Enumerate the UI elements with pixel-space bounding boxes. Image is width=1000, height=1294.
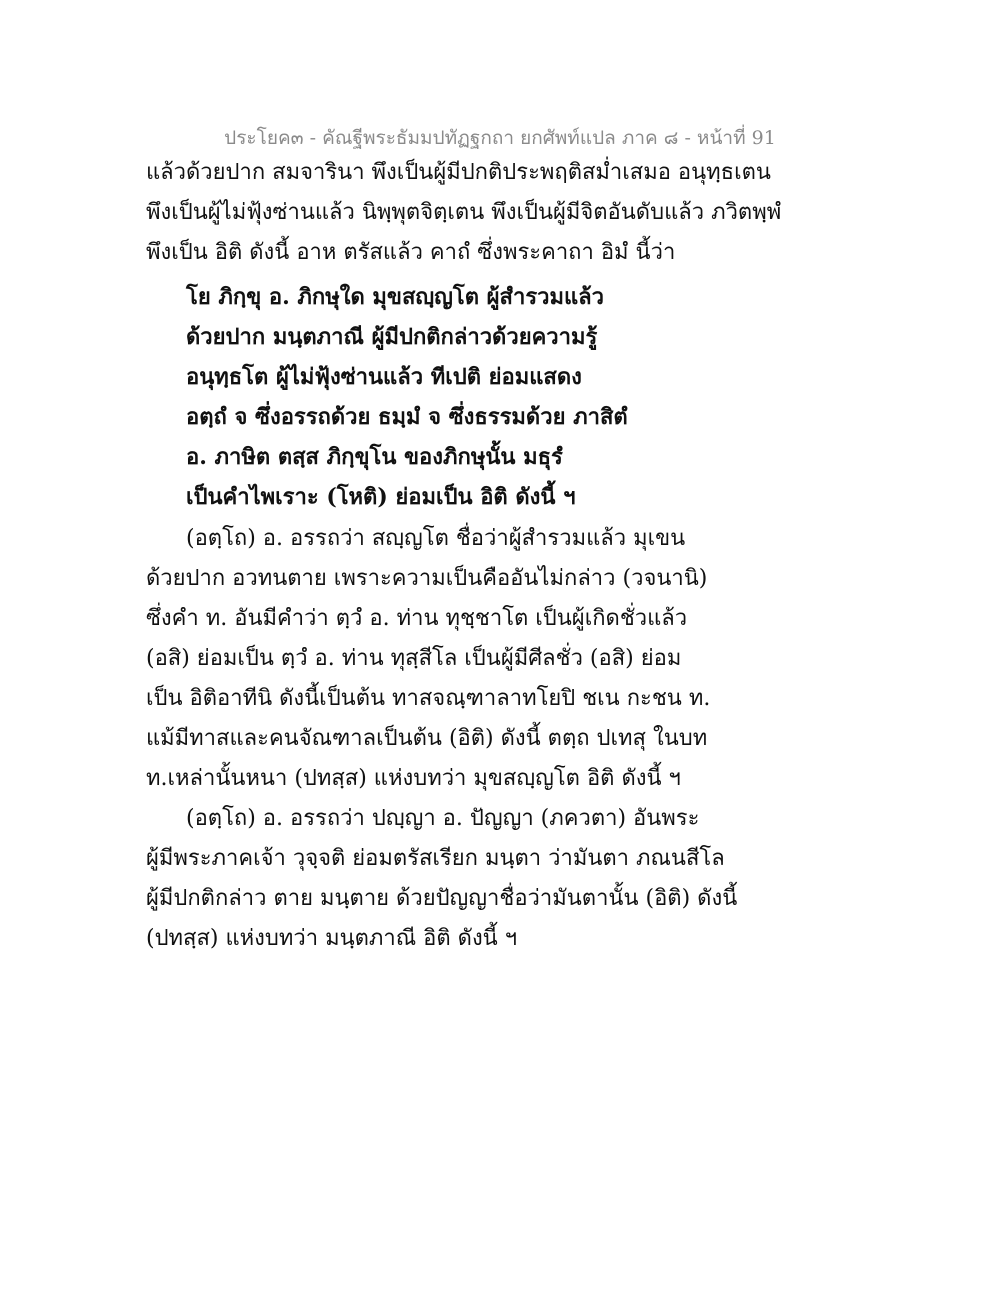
text-line: ผู้มีพระภาคเจ้า วุจฺจติ ย่อมตรัสเรียก มนฺตา ว่ามันตา ภณนสีโล — [146, 846, 725, 871]
verse-line: โย ภิกฺขุ อ. ภิกษุใด มุขสญฺญโต ผู้สำรวมแล้ว — [186, 284, 605, 310]
text-line: (อตฺโถ) อ. อรรถว่า ปญฺญา อ. ปัญญา (ภควตา) อันพระ — [186, 806, 700, 831]
verse-line: เป็นคำไพเราะ (โหติ) ย่อมเป็น อิติ ดังนี้ ฯ — [186, 484, 576, 510]
page-header: ประโยค๓ - คัณฐีพระธัมมปทัฏฐกถา ยกศัพท์แปล ภาค ๘ - หน้าที่ 91 — [224, 127, 776, 149]
text-line: แล้วด้วยปาก สมจารินา พึงเป็นผู้มีปกติประพฤติสม่ำเสมอ อนุทฺธเตน — [146, 160, 771, 185]
text-line: ท.เหล่านั้นหนา (ปทสฺส) แห่งบทว่า มุขสญฺญโต อิติ ดังนี้ ฯ — [146, 766, 681, 791]
text-line: ด้วยปาก อวทนตาย เพราะความเป็นคืออันไม่กล่าว (วจนานิ) — [146, 566, 708, 591]
text-line: พึงเป็น อิติ ดังนี้ อาห ตรัสแล้ว คาถํ ซึ่งพระคาถา อิมํ นี้ว่า — [146, 240, 676, 265]
text-line: (ปทสฺส) แห่งบทว่า มนฺตภาณี อิติ ดังนี้ ฯ — [146, 926, 518, 951]
verse-line: อนุทฺธโต ผู้ไม่ฟุ้งซ่านแล้ว ทีเปติ ย่อมแสดง — [186, 364, 582, 390]
text-line: (อตฺโถ) อ. อรรถว่า สญฺญโต ชื่อว่าผู้สำรวมแล้ว มุเขน — [186, 526, 686, 551]
text-line: (อสิ) ย่อมเป็น ตฺวํ อ. ท่าน ทุสฺสีโล เป็นผู้มีศีลชั่ว (อสิ) ย่อม — [146, 646, 682, 671]
text-line: พึงเป็นผู้ไม่ฟุ้งซ่านแล้ว นิพฺพุตจิตฺเตน พึงเป็นผู้มีจิตอันดับแล้ว ภวิตพฺพํ — [146, 200, 782, 225]
verse-line: อตฺถํ จ ซึ่งอรรถด้วย ธมฺมํ จ ซึ่งธรรมด้วย ภาสิตํ — [186, 404, 628, 430]
verse-line: ด้วยปาก มนฺตภาณี ผู้มีปกติกล่าวด้วยความรู้ — [186, 324, 598, 350]
text-line: แม้มีทาสและคนจัณฑาลเป็นต้น (อิติ) ดังนี้ ตตฺถ ปเทสุ ในบท — [146, 726, 708, 751]
verse-line: อ. ภาษิต ตสฺส ภิกฺขุโน ของภิกษุนั้น มธุรํ — [186, 444, 563, 470]
text-line: ผู้มีปกติกล่าว ตาย มนฺตาย ด้วยปัญญาชื่อว่ามันตานั้น (อิติ) ดังนี้ — [146, 886, 738, 911]
text-line: ซึ่งคำ ท. อันมีคำว่า ตฺวํ อ. ท่าน ทุชฺชาโต เป็นผู้เกิดชั่วแล้ว — [146, 606, 688, 631]
text-line: เป็น อิติอาทีนิ ดังนี้เป็นต้น ทาสจณฺฑาลาทโยปิ ชเน กะชน ท. — [146, 686, 711, 711]
